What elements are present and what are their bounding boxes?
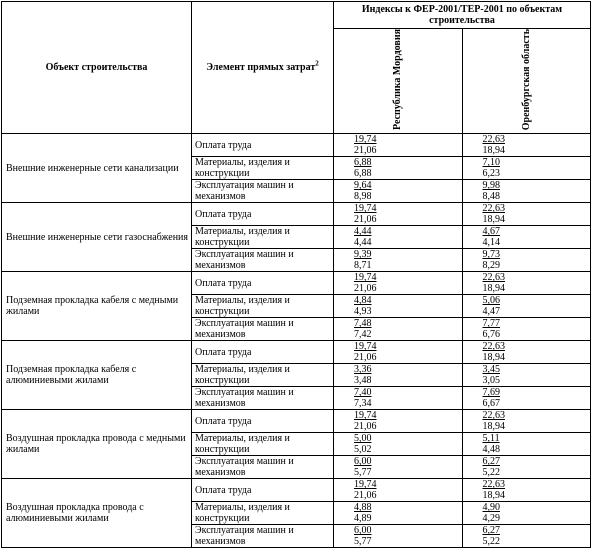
- mordovia-value-cell: [334, 180, 463, 203]
- index-value-bottom: 7,34: [354, 398, 372, 410]
- object-cell: Воздушная прокладка провода с медными жилами: [2, 410, 192, 479]
- index-value-top: 9,64: [354, 180, 372, 192]
- index-value-bottom: 6,88: [354, 168, 372, 180]
- element-cell: Эксплуатация машин и механизмов: [192, 180, 334, 203]
- index-value-top: 6,27: [482, 456, 500, 468]
- index-value-top: 7,69: [482, 387, 500, 399]
- index-value-bottom: 18,94: [482, 145, 505, 157]
- index-value-bottom: 5,22: [482, 467, 500, 479]
- index-value-bottom: 8,48: [482, 191, 500, 203]
- index-value-bottom: 5,02: [354, 444, 372, 456]
- index-value-top: 19,74: [354, 479, 377, 491]
- orenburg-value-cell: [462, 157, 591, 180]
- index-value-bottom: 8,29: [482, 260, 500, 272]
- index-value-bottom: 5,77: [354, 467, 372, 479]
- index-value-top: 4,84: [354, 295, 372, 307]
- orenburg-value-cell: [462, 203, 591, 226]
- index-table: [1, 1, 591, 548]
- index-value-top: 22,63: [482, 272, 505, 284]
- table-row: [2, 134, 591, 157]
- orenburg-value-cell: [462, 295, 591, 318]
- mordovia-value-cell: [334, 249, 463, 272]
- index-value-top: 5,11: [482, 433, 500, 445]
- index-value-top: 3,36: [354, 364, 372, 376]
- element-cell: Оплата труда: [192, 203, 334, 226]
- index-value-bottom: 8,71: [354, 260, 372, 272]
- index-value-top: 22,63: [482, 479, 505, 491]
- index-value-top: 22,63: [482, 341, 505, 353]
- object-header: Объект строительства: [2, 2, 192, 134]
- orenburg-value-cell: [462, 249, 591, 272]
- region-mordovia-header: [334, 29, 463, 134]
- index-value-top: 22,63: [482, 134, 505, 146]
- mordovia-value-cell: [334, 272, 463, 295]
- orenburg-value-cell: [462, 433, 591, 456]
- index-value-top: 5,00: [354, 433, 372, 445]
- orenburg-value-cell: [462, 456, 591, 479]
- element-cell: Эксплуатация машин и механизмов: [192, 387, 334, 410]
- index-value-bottom: 18,94: [482, 421, 505, 433]
- mordovia-value-cell: [334, 341, 463, 364]
- index-value-top: 9,73: [482, 249, 500, 261]
- index-value-top: 7,48: [354, 318, 372, 330]
- orenburg-value-cell: [462, 272, 591, 295]
- index-value-top: 4,88: [354, 502, 372, 514]
- table-row: [2, 203, 591, 226]
- element-cell: Оплата труда: [192, 272, 334, 295]
- index-value-top: 19,74: [354, 272, 377, 284]
- index-value-top: 19,74: [354, 203, 377, 215]
- element-cell: Оплата труда: [192, 341, 334, 364]
- element-cell: Материалы, изделия и конструкции: [192, 502, 334, 525]
- index-value-bottom: 4,29: [482, 513, 500, 525]
- element-cell: Оплата труда: [192, 134, 334, 157]
- element-header: [192, 2, 334, 134]
- mordovia-value-cell: [334, 525, 463, 548]
- element-cell: Материалы, изделия и конструкции: [192, 364, 334, 387]
- index-value-top: 19,74: [354, 410, 377, 422]
- element-header-footnote: 2: [315, 59, 319, 68]
- mordovia-value-cell: [334, 456, 463, 479]
- index-value-top: 6,00: [354, 525, 372, 537]
- index-value-bottom: 5,77: [354, 536, 372, 548]
- mordovia-value-cell: [334, 479, 463, 502]
- orenburg-value-cell: [462, 226, 591, 249]
- index-value-top: 6,00: [354, 456, 372, 468]
- mordovia-value-cell: [334, 226, 463, 249]
- index-value-top: 3,45: [482, 364, 500, 376]
- indexes-header: Индексы к ФЕР-2001/ТЕР-2001 по объектам строительства: [334, 2, 591, 29]
- element-cell: Эксплуатация машин и механизмов: [192, 318, 334, 341]
- index-value-bottom: 21,06: [354, 214, 377, 226]
- orenburg-value-cell: [462, 525, 591, 548]
- index-value-bottom: 8,98: [354, 191, 372, 203]
- index-value-top: 19,74: [354, 134, 377, 146]
- index-value-top: 6,27: [482, 525, 500, 537]
- index-value-top: 6,88: [354, 157, 372, 169]
- orenburg-value-cell: [462, 502, 591, 525]
- index-value-top: 7,77: [482, 318, 500, 330]
- mordovia-value-cell: [334, 364, 463, 387]
- header-row-1: [2, 2, 591, 29]
- index-value-top: 9,39: [354, 249, 372, 261]
- orenburg-value-cell: [462, 364, 591, 387]
- region-orenburg-header: [462, 29, 591, 134]
- index-value-top: 9,98: [482, 180, 500, 192]
- index-value-bottom: 5,22: [482, 536, 500, 548]
- object-cell: Внешние инженерные сети канализации: [2, 134, 192, 203]
- index-value-bottom: 4,14: [482, 237, 500, 249]
- index-value-top: 4,67: [482, 226, 500, 238]
- index-value-bottom: 4,44: [354, 237, 372, 249]
- element-cell: Эксплуатация машин и механизмов: [192, 249, 334, 272]
- index-value-bottom: 3,48: [354, 375, 372, 387]
- index-value-top: 7,40: [354, 387, 372, 399]
- index-value-bottom: 18,94: [482, 283, 505, 295]
- mordovia-value-cell: [334, 387, 463, 410]
- index-value-top: 5,06: [482, 295, 500, 307]
- index-value-top: 4,44: [354, 226, 372, 238]
- table-row: [2, 272, 591, 295]
- table-row: [2, 479, 591, 502]
- index-value-top: 22,63: [482, 410, 505, 422]
- object-cell: Подземная прокладка кабеля с алюминиевыми жилами: [2, 341, 192, 410]
- orenburg-value-cell: [462, 341, 591, 364]
- region-mordovia-label: Республика Мордовия: [392, 29, 404, 131]
- element-cell: Оплата труда: [192, 410, 334, 433]
- mordovia-value-cell: [334, 203, 463, 226]
- index-value-bottom: 3,05: [482, 375, 500, 387]
- index-value-bottom: 18,94: [482, 490, 505, 502]
- mordovia-value-cell: [334, 157, 463, 180]
- object-cell: Подземная прокладка кабеля с медными жилами: [2, 272, 192, 341]
- orenburg-value-cell: [462, 479, 591, 502]
- index-value-bottom: 21,06: [354, 283, 377, 295]
- element-cell: Материалы, изделия и конструкции: [192, 157, 334, 180]
- index-value-bottom: 6,76: [482, 329, 500, 341]
- index-value-bottom: 4,93: [354, 306, 372, 318]
- index-value-bottom: 21,06: [354, 352, 377, 364]
- element-cell: Материалы, изделия и конструкции: [192, 433, 334, 456]
- element-cell: Материалы, изделия и конструкции: [192, 226, 334, 249]
- index-value-top: 19,74: [354, 341, 377, 353]
- index-value-bottom: 6,23: [482, 168, 500, 180]
- mordovia-value-cell: [334, 318, 463, 341]
- element-cell: Эксплуатация машин и механизмов: [192, 456, 334, 479]
- object-cell: Внешние инженерные сети газоснабжения: [2, 203, 192, 272]
- element-cell: Эксплуатация машин и механизмов: [192, 525, 334, 548]
- mordovia-value-cell: [334, 134, 463, 157]
- orenburg-value-cell: [462, 387, 591, 410]
- index-value-bottom: 18,94: [482, 352, 505, 364]
- element-cell: Материалы, изделия и конструкции: [192, 295, 334, 318]
- orenburg-value-cell: [462, 410, 591, 433]
- object-cell: Воздушная прокладка провода с алюминиевыми жилами: [2, 479, 192, 548]
- index-value-bottom: 18,94: [482, 214, 505, 226]
- orenburg-value-cell: [462, 318, 591, 341]
- element-header-label: Элемент прямых затрат: [206, 62, 316, 74]
- mordovia-value-cell: [334, 295, 463, 318]
- table-row: [2, 341, 591, 364]
- element-cell: Оплата труда: [192, 479, 334, 502]
- index-value-bottom: 7,42: [354, 329, 372, 341]
- index-value-bottom: 4,47: [482, 306, 500, 318]
- index-value-top: 22,63: [482, 203, 505, 215]
- mordovia-value-cell: [334, 502, 463, 525]
- index-value-bottom: 21,06: [354, 490, 377, 502]
- index-value-bottom: 4,48: [482, 444, 500, 456]
- table-body: [2, 134, 591, 548]
- index-value-bottom: 21,06: [354, 145, 377, 157]
- index-value-top: 7,10: [482, 157, 500, 169]
- region-orenburg-label: Оренбургская область: [520, 29, 532, 131]
- index-value-top: 4,90: [482, 502, 500, 514]
- index-value-bottom: 6,67: [482, 398, 500, 410]
- mordovia-value-cell: [334, 410, 463, 433]
- orenburg-value-cell: [462, 134, 591, 157]
- table-row: [2, 410, 591, 433]
- mordovia-value-cell: [334, 433, 463, 456]
- orenburg-value-cell: [462, 180, 591, 203]
- index-value-bottom: 4,89: [354, 513, 372, 525]
- index-value-bottom: 21,06: [354, 421, 377, 433]
